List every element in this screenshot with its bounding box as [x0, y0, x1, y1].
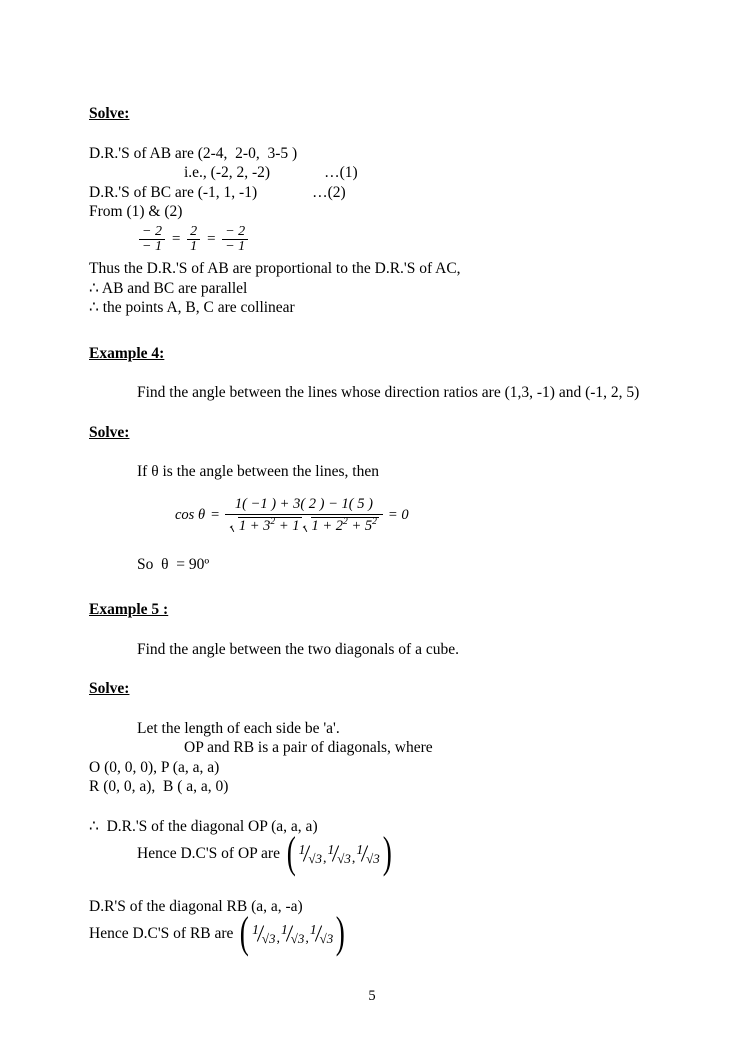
spacer [89, 363, 669, 383]
page-number: 5 [368, 988, 376, 1004]
tuple-separator: , [276, 931, 280, 946]
diagonals-pair-line: OP and RB is a pair of diagonals, where [184, 739, 433, 757]
cos-result: = 0 [387, 506, 409, 523]
spacer [89, 871, 669, 897]
fraction-1: $\frac{- 2}{- 1}$ [139, 225, 165, 256]
spacer [89, 124, 669, 144]
open-paren: ( [240, 908, 250, 958]
cos-theta-equation [89, 496, 669, 535]
dr-rb-line: D.R'S of the diagonal RB (a, a, -a) [89, 897, 303, 915]
solve-heading-2: Solve: [89, 423, 130, 441]
example-4-heading: Example 4: [89, 344, 165, 362]
tuple-separator: , [351, 851, 356, 867]
dc-rb-label: Hence D.C'S of RB are [89, 924, 234, 942]
document-body [89, 104, 669, 958]
cos-theta-label: cos θ [175, 506, 206, 523]
close-paren: ) [336, 908, 346, 958]
spacer [89, 620, 669, 640]
cos-denominator [225, 515, 383, 535]
dc-rb-tuple [237, 908, 347, 958]
side-length-line: Let the length of each side be 'a'. [137, 719, 340, 737]
slanted-fraction: 1 √3 [356, 842, 380, 867]
solve-heading-1: Solve: [89, 105, 130, 122]
slanted-fraction: 1 √3 [298, 842, 323, 867]
open-paren: ( [286, 828, 296, 878]
dr-op-line: ∴ D.R.'S of the diagonal OP (a, a, a) [89, 817, 318, 835]
slanted-fraction: 1 √3 [252, 921, 276, 946]
equals-1: = [170, 231, 182, 248]
example-4-question: Find the angle between the lines whose direction ratios are (1,3, -1) and (-1, 2, 5) [137, 384, 640, 402]
sqrt-term-2: $1 + 2^2 + 5^2$ [303, 517, 379, 535]
theta-intro: If θ is the angle between the lines, then [137, 463, 379, 481]
slanted-fraction: 1 √3 [309, 921, 334, 946]
ie-value: i.e., (-2, 2, -2) [184, 164, 271, 181]
solve-heading-3: Solve: [89, 680, 130, 698]
spacer [89, 699, 669, 719]
dr-bc-line [89, 183, 669, 203]
fraction-2: $\frac{2}{1}$ [187, 225, 200, 256]
ref-2: …(2) [312, 183, 346, 201]
tuple-separator: , [323, 851, 327, 867]
points-rb-line: R (0, 0, a), B ( a, a, 0) [89, 778, 229, 796]
equals-sign: = [210, 506, 220, 523]
fraction-3: $\frac{- 2}{- 1}$ [222, 225, 248, 256]
example-5-heading: Example 5 : [89, 601, 169, 619]
dr-bc-text: D.R.'S of BC are (-1, 1, -1) [89, 183, 258, 201]
slanted-fraction: 1 √3 [280, 921, 305, 946]
tuple-separator: , [305, 931, 309, 946]
ie-line [89, 163, 669, 183]
dc-op-label: Hence D.C'S of OP are [137, 844, 280, 862]
close-paren: ) [382, 828, 392, 878]
proportion-equation [89, 225, 669, 256]
spacer [89, 442, 669, 462]
dc-op-tuple [284, 828, 394, 878]
dc-op-line [89, 828, 669, 878]
spacer [89, 797, 669, 817]
theta-result: So θ = 90º [137, 555, 210, 573]
slanted-fraction: 1 √3 [327, 842, 351, 867]
spacer [89, 482, 669, 496]
spacer [89, 659, 669, 679]
spacer [89, 574, 669, 600]
ref-1: …(1) [324, 164, 358, 181]
collinear-conclusion: ∴ the points A, B, C are collinear [89, 299, 295, 317]
dr-ab-line: D.R.'S of AB are (2-4, 2-0, 3-5 ) [89, 144, 298, 162]
spacer [89, 535, 669, 555]
spacer [89, 318, 669, 344]
cos-numerator: 1( −1 ) + 3( 2 ) − 1( 5 ) [225, 496, 383, 515]
from-line: From (1) & (2) [89, 203, 183, 220]
equals-2: = [206, 231, 217, 248]
dc-rb-line [89, 908, 669, 958]
points-op-line: O (0, 0, 0), P (a, a, a) [89, 758, 220, 776]
example-5-question: Find the angle between the two diagonals of a cube. [137, 640, 459, 658]
spacer [89, 403, 669, 423]
sqrt-term-1: $1 + 3^2 + 1$ [230, 517, 302, 535]
proportional-conclusion: Thus the D.R.'S of AB are proportional to the D.R.'S of AC, [89, 260, 461, 278]
parallel-conclusion: ∴ AB and BC are parallel [89, 279, 248, 297]
cos-fraction [225, 496, 383, 535]
